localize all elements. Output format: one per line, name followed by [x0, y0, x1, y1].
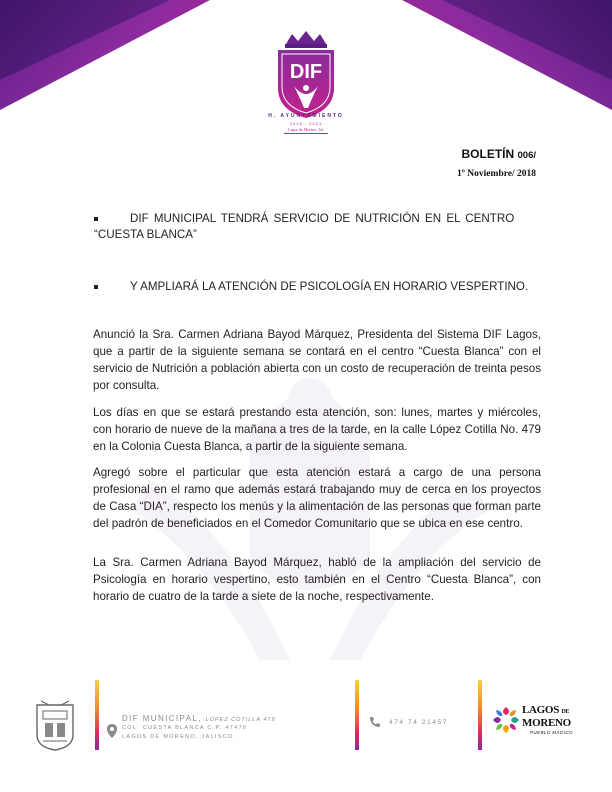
boletin-heading — [461, 147, 536, 161]
headline-text-1a: DIF MUNICIPAL TENDRÁ SERVICIO DE NUTRICIÓN EN EL CENTRO — [130, 212, 515, 225]
footer-city: LAGOS DE MORENO, JALISCO. — [122, 734, 237, 740]
municipal-seal-icon — [33, 697, 77, 751]
logo-text: DIF — [289, 61, 323, 83]
footer-org-line — [122, 714, 276, 723]
logo-years: 2018 - 2021 — [289, 121, 323, 126]
footer-org-name: DIF MUNICIPAL, — [122, 714, 202, 723]
lagos-brand-text — [522, 705, 571, 729]
logo-subtitle: H. AYUNTAMIENTO — [268, 113, 344, 119]
location-pin-icon — [107, 724, 117, 738]
logo-city: Lagos de Moreno, Jal. — [288, 127, 324, 132]
headline-bullet-2 — [94, 279, 534, 294]
headline-text-2: Y AMPLIARÁ LA ATENCIÓN DE PSICOLOGÍA EN HORARIO VESPERTINO. — [130, 280, 529, 293]
headline-bullet-1 — [94, 211, 534, 242]
headline-text-1b: “CUESTA BLANCA” — [94, 228, 197, 241]
footer-colonia: COL. CUESTA BLANCA C.P. 47479 — [122, 725, 248, 731]
footer-phone: 474 74 21457 — [389, 719, 448, 726]
brand-line-1: LAGOS — [522, 704, 560, 716]
footer-color-bar-2 — [355, 680, 359, 750]
paragraph-2: Los días en que se estará prestando esta atención, son: lunes, martes y miércoles, con horario de nueve de la mañana a tres de la tarde, en la calle López Cotilla No. 479 en la Colonia Cuesta Blanca, a partir de la siguiente semana. — [93, 406, 541, 453]
boletin-date: 1º Noviembre/ 2018 — [457, 169, 536, 179]
boletin-label: BOLETÍN — [461, 147, 515, 161]
phone-icon — [369, 716, 381, 728]
brand-tagline: PUEBLO MÁGICO — [530, 730, 573, 735]
bullet-square-icon — [94, 285, 98, 289]
logo-divider — [284, 133, 328, 134]
boletin-number: 006/ — [517, 150, 536, 161]
footer-color-bar-3 — [478, 680, 482, 750]
lagos-brand-icon — [492, 706, 520, 734]
brand-de: DE — [561, 709, 570, 715]
footer-street: LOPEZ COTILLA 479 — [205, 717, 276, 723]
bullet-square-icon — [94, 217, 98, 221]
footer-color-bar-1 — [95, 680, 99, 750]
paragraph-4: La Sra. Carmen Adriana Bayod Márquez, habló de la ampliación del servicio de Psicología en horario vespertino, esto también en el Centro “Cuesta Blanca”, con horario de cuatro de la tarde a siete de la noche, respectivamente. — [93, 556, 541, 603]
paragraph-1: Anunció la Sra. Carmen Adriana Bayod Márquez, Presidenta del Sistema DIF Lagos, que a partir de la siguiente semana se contará en el centro “Cuesta Blanca” con el servicio de Nutrición a población abierta con un costo de recuperación de treinta pesos por consulta. — [93, 328, 541, 392]
paragraph-3: Agregó sobre el particular que esta atención estará a cargo de una persona profesional en el ramo que además estará trabajando muy de cerca en los proyectos de Casa “DIA”, respecto los menús y la alimentación de las personas que forman parte del padrón de beneficiados en el Comedor Comunitario que se ubica en ese centro. — [93, 466, 541, 530]
brand-line-2: MORENO — [522, 717, 571, 729]
